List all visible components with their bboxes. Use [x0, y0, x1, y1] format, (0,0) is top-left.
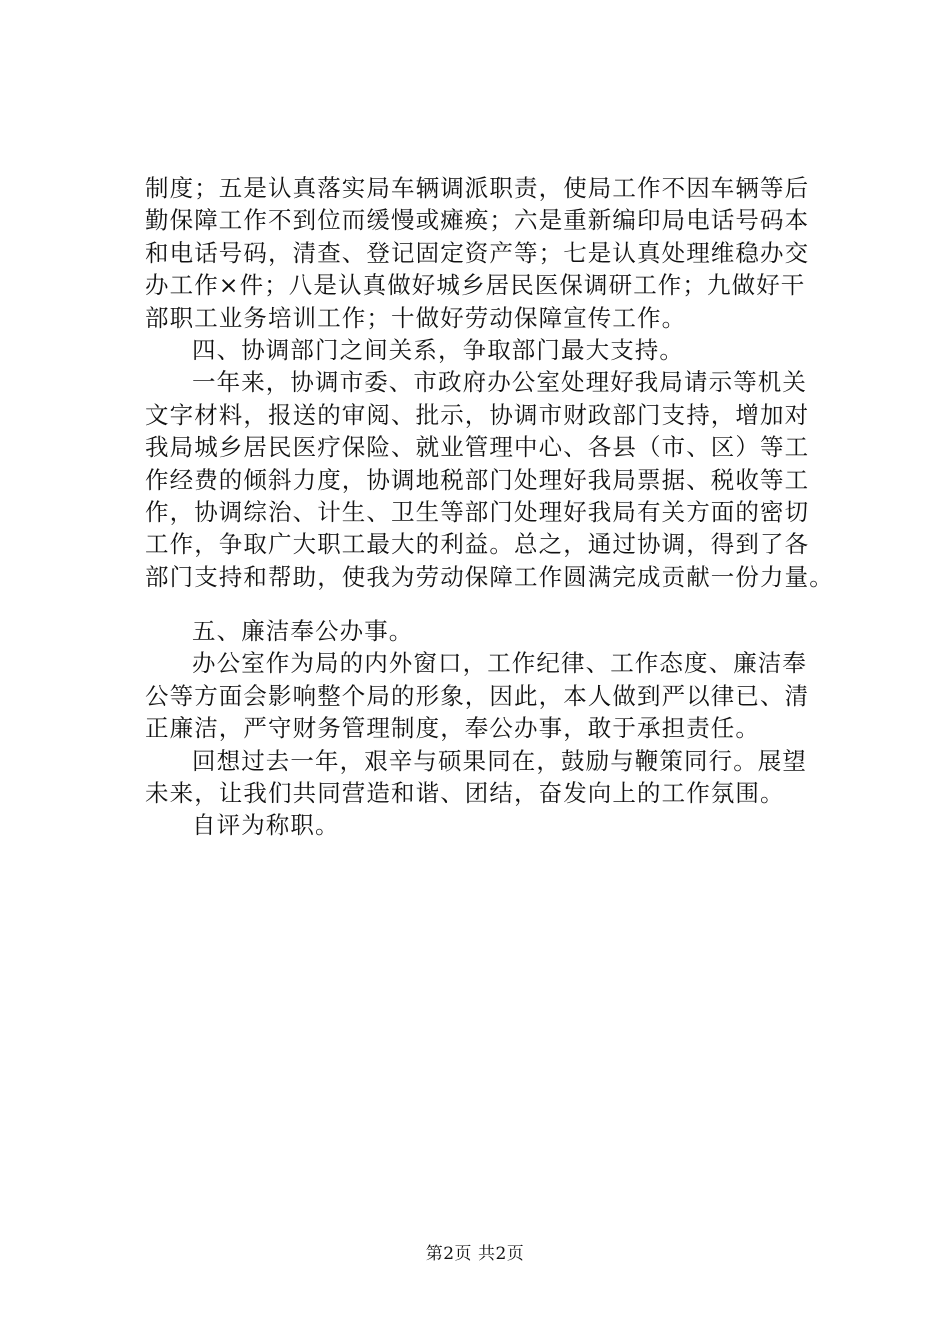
- text-line: 和电话号码，清查、登记固定资产等；七是认真处理维稳办交: [145, 238, 810, 267]
- text-line: 公等方面会影响整个局的形象，因此，本人做到严以律已、清: [145, 681, 810, 710]
- section-heading: 五、廉洁奉公办事。: [192, 617, 414, 646]
- page-number: 第2页 共2页: [425, 1244, 525, 1264]
- text-line: 文字材料，报送的审阅、批示，协调市财政部门支持，增加对: [145, 400, 810, 429]
- text-line: 我局城乡居民医疗保险、就业管理中心、各县（市、区）等工: [145, 433, 810, 462]
- text-line: 作经费的倾斜力度，协调地税部门处理好我局票据、税收等工: [145, 465, 810, 494]
- text-line: 作，协调综治、计生、卫生等部门处理好我局有关方面的密切: [145, 497, 810, 526]
- text-line: 工作，争取广大职工最大的利益。总之，通过协调，得到了各: [145, 530, 810, 559]
- paragraph-gap: [145, 593, 845, 615]
- text-line: 自评为称职。: [192, 811, 340, 840]
- text-line: 回想过去一年，艰辛与硕果同在，鼓励与鞭策同行。展望: [192, 746, 807, 775]
- text-line: 勤保障工作不到位而缓慢或瘫痪；六是重新编印局电话号码本: [145, 206, 810, 235]
- text-line: 制度；五是认真落实局车辆调派职责，使局工作不因车辆等后: [145, 174, 810, 202]
- text-line: 办工作×件；八是认真做好城乡居民医保调研工作；九做好干: [145, 271, 806, 300]
- text-line: 部职工业务培训工作；十做好劳动保障宣传工作。: [145, 303, 687, 332]
- text-line: 一年来，协调市委、市政府办公室处理好我局请示等机关: [192, 368, 807, 397]
- text-line: 办公室作为局的内外窗口，工作纪律、工作态度、廉洁奉: [192, 649, 807, 678]
- text-line: 部门支持和帮助，使我为劳动保障工作圆满完成贡献一份力量。: [145, 562, 834, 591]
- document-body: [145, 172, 845, 842]
- text-line: 正廉洁，严守财务管理制度，奉公办事，敢于承担责任。: [145, 714, 760, 743]
- section-heading: 四、协调部门之间关系，争取部门最大支持。: [192, 335, 684, 364]
- text-line: 未来，让我们共同营造和谐、团结，奋发向上的工作氛围。: [145, 779, 785, 808]
